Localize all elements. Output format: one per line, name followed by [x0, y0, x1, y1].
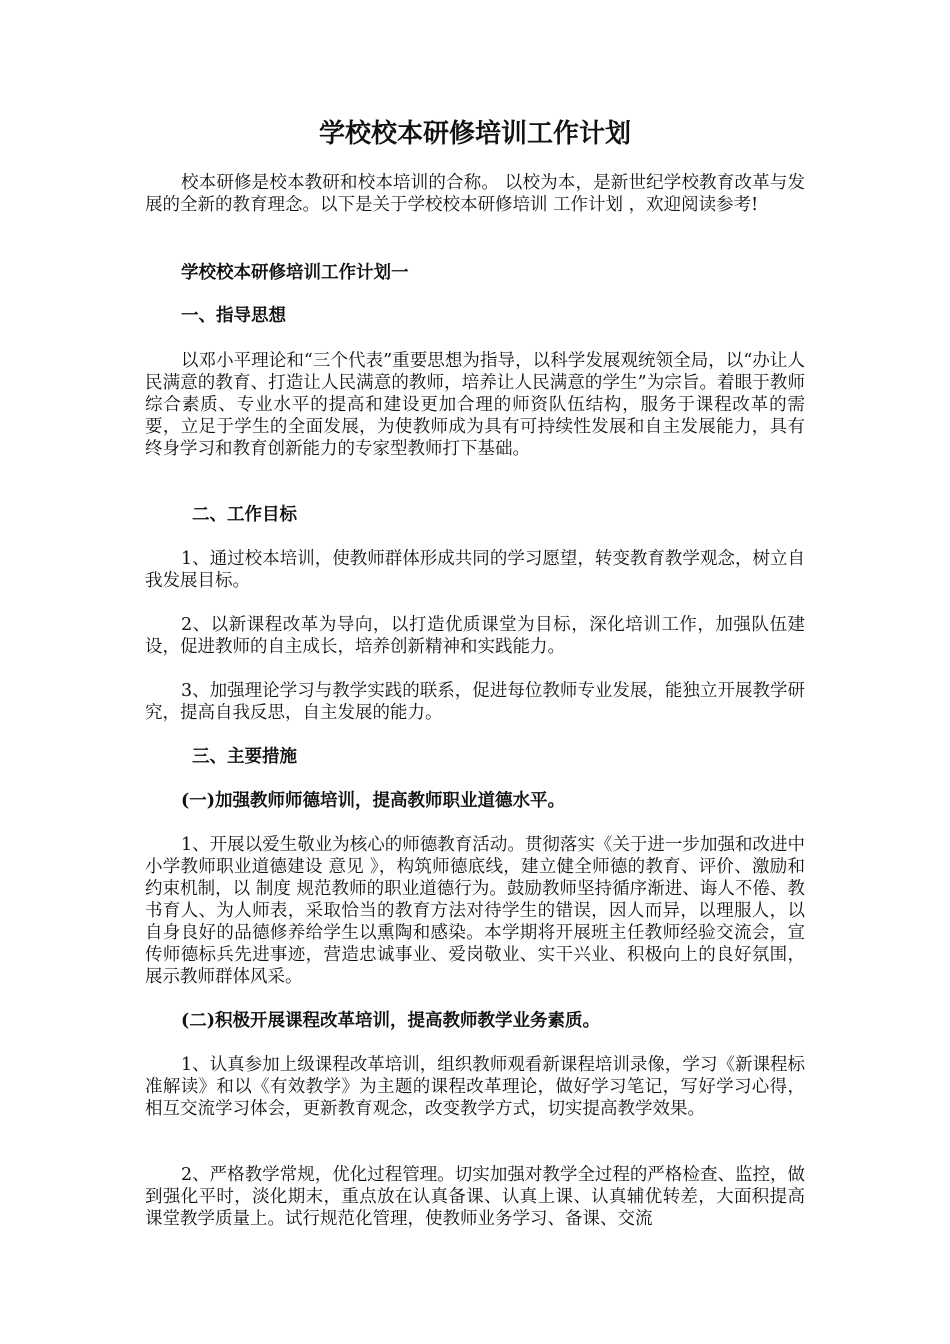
measure-1-paragraph: 1、开展以爱生敬业为核心的师德教育活动。贯彻落实《关于进一步加强和改进中小学教师职业道德建设 意见 》，构筑师德底线，建立健全师德的教育、评价、激励和约束机制，以 制度 规范教师的职业道德行为。鼓励教师坚持循序渐进、诲人不倦、教书育人、为人师表，采取恰当的教育方法对待学生的错误，因人而异，以理服人，以自身良好的品德修养给学生以熏陶和感染。本学期将开展班主任教师经验交流会，宣传师德标兵先进事迹，营造忠诚事业、爱岗敬业、实干兴业、积极向上的良好氛围，展示教师群体风采。 [145, 835, 805, 987]
section-heading-guiding-ideology: 一、指导思想 [181, 306, 286, 326]
goal-item-1: 1、通过校本培训，使教师群体形成共同的学习愿望，转变教育教学观念，树立自我发展目标。 [145, 549, 805, 591]
plan-heading: 学校校本研修培训工作计划一 [181, 263, 409, 283]
measure-2-paragraph-2: 2、严格教学常规，优化过程管理。切实加强对教学全过程的严格检查、监控，做到强化平时，淡化期末，重点放在认真备课、认真上课、认真辅优转差，大面积提高课堂教学质量上。试行规范化管理，使教师业务学习、备课、交流 [145, 1165, 805, 1229]
measure-2-paragraph-1: 1、认真参加上级课程改革培训，组织教师观看新课程培训录像，学习《新课程标准解读》和以《有效教学》为主题的课程改革理论，做好学习笔记，写好学习心得，相互交流学习体会，更新教育观念，改变教学方式，切实提高教学效果。 [145, 1055, 805, 1119]
section-heading-main-measures: 三、主要措施 [192, 747, 297, 767]
goal-item-3: 3、加强理论学习与教学实践的联系，促进每位教师专业发展，能独立开展教学研究，提高自我反思，自主发展的能力。 [145, 681, 805, 723]
document-title: 学校校本研修培训工作计划 [318, 119, 631, 149]
goal-item-2: 2、以新课程改革为导向，以打造优质课堂为目标，深化培训工作，加强队伍建设，促进教师的自主成长，培养创新精神和实践能力。 [145, 615, 805, 657]
intro-paragraph: 校本研修是校本教研和校本培训的合称。 以校为本，是新世纪学校教育改革与发展的全新的教育理念。以下是关于学校校本研修培训 工作计划 ，欢迎阅读参考! [145, 173, 805, 215]
guiding-ideology-paragraph: 以邓小平理论和“三个代表”重要思想为指导，以科学发展观统领全局，以“办让人民满意的教育、打造让人民满意的教师，培养让人民满意的学生”为宗旨。着眼于教师综合素质、专业水平的提高和建设更加合理的师资队伍结构，服务于课程改革的需要，立足于学生的全面发展，为使教师成为具有可持续性发展和自主发展能力，具有终身学习和教育创新能力的专家型教师打下基础。 [145, 351, 805, 459]
section-heading-work-goals: 二、工作目标 [192, 505, 297, 525]
measure-heading-1: (一)加强教师师德培训，提高教师职业道德水平。 [181, 791, 566, 811]
measure-heading-2: (二)积极开展课程改革培训，提高教师教学业务素质。 [181, 1011, 601, 1031]
